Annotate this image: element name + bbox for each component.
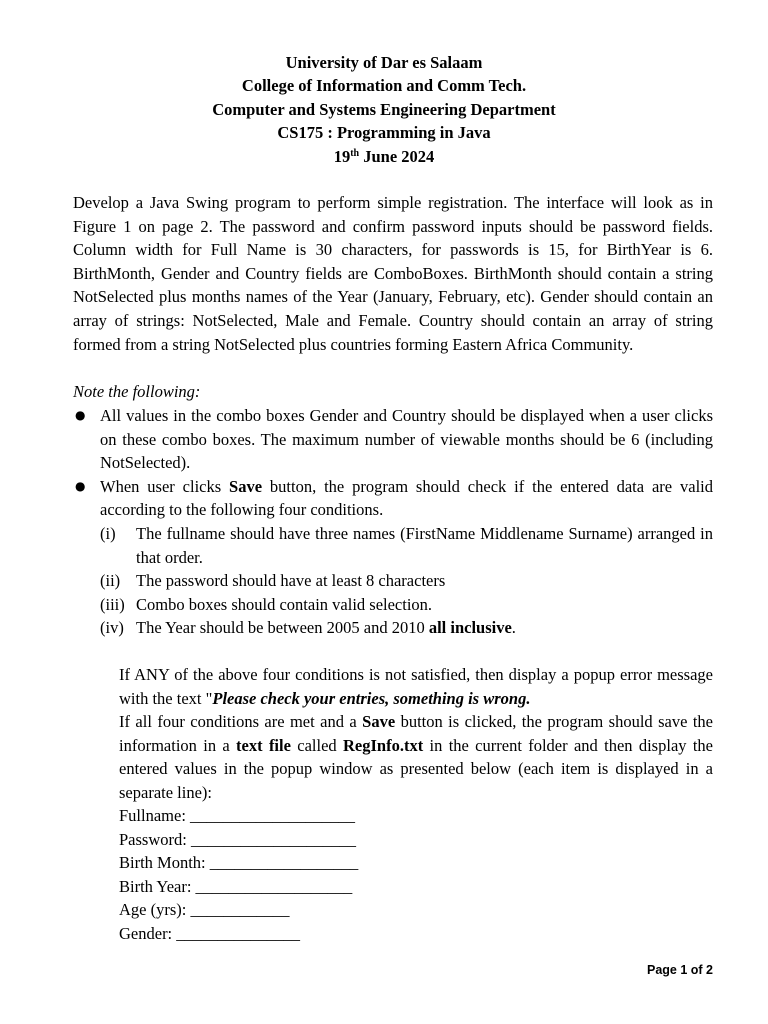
save-keyword: Save (229, 476, 263, 496)
error-message: Please check your entries, something is wrong. (212, 688, 531, 708)
university-name: University of Dar es Salaam (285, 53, 483, 72)
course-title: CS175 : Programming in Java (277, 123, 491, 143)
field-fullname: Fullname: ____________________ (119, 806, 356, 825)
date-rest: June 2024 (359, 146, 435, 166)
condition-text: The fullname should have three names (FirstName Middlename Surname) arranged in that order. (136, 523, 713, 567)
note-heading: Note the following: (73, 382, 201, 401)
conditions-list (100, 522, 713, 640)
condition-text: The password should have at least 8 characters (136, 571, 446, 591)
list-item (73, 404, 713, 475)
save-text-4: in the current folder and then display the entered values in the popup window as presented below (each item is displayed in a separate line): (119, 735, 713, 802)
condition-number: (iii) (100, 594, 125, 614)
output-fields (119, 804, 358, 946)
field-gender: Gender: _______________ (119, 923, 301, 943)
bullet-text: All values in the combo boxes Gender and Country should be displayed when a user clicks on these combo boxes. The maximum number of viewable months should be 6 (including NotSelected). (100, 406, 713, 473)
document-header (0, 51, 768, 168)
condition-item (100, 522, 713, 569)
error-paragraph (119, 663, 713, 710)
condition-text: The Year should be between 2005 and 2010 (136, 618, 429, 638)
save-text-3: called (290, 735, 343, 755)
department-name: Computer and Systems Engineering Department (212, 99, 556, 119)
list-item (73, 475, 713, 640)
page-number: Page 1 of 2 (647, 963, 713, 977)
condition-number: (ii) (100, 571, 121, 591)
field-password: Password: ____________________ (119, 829, 356, 849)
condition-item (100, 593, 713, 617)
bullet-text-start: When user clicks (100, 476, 230, 496)
date-suffix: th (350, 147, 360, 159)
bullet-icon: ● (75, 478, 86, 493)
condition-number: (iv) (100, 618, 124, 638)
condition-item (100, 569, 713, 593)
condition-text: Combo boxes should contain valid selection. (136, 594, 433, 614)
condition-number: (i) (100, 523, 116, 543)
requirements-list (73, 404, 713, 640)
field-birth-month: Birth Month: __________________ (119, 853, 359, 873)
date-day: 19 (333, 146, 351, 166)
condition-tail: . (511, 618, 516, 638)
text-file-keyword: text file (236, 735, 291, 755)
exam-date (0, 145, 768, 168)
save-text-2: button is clicked, the program should save the information in a (119, 712, 713, 755)
college-name: College of Information and Comm Tech. (241, 76, 527, 96)
intro-paragraph: Develop a Java Swing program to perform simple registration. The interface will look as in Figure 1 on page 2. The password and confirm password inputs should be password fields. Column width for Full Name is 30 characters, for passwords is 15, for BirthYear is 6. BirthMonth, Gender and Country fields are ComboBoxes. BirthMonth should contain a string NotSelected plus months names of the Year (January, February, etc). Gender should contain an array of strings: NotSelected, Male and Female. Country should contain an array of string formed from a string NotSelected plus countries forming Eastern Africa Community. (73, 193, 713, 354)
save-keyword: Save (362, 712, 396, 732)
bullet-icon: ● (75, 408, 86, 422)
save-text-1: If all four conditions are met and a (119, 712, 363, 732)
field-birth-year: Birth Year: ___________________ (119, 876, 353, 896)
field-age: Age (yrs): ____________ (119, 900, 290, 920)
filename-keyword: RegInfo.txt (343, 735, 424, 755)
instructions-block (119, 663, 713, 805)
error-text: If ANY of the above four conditions is not satisfied, then display a popup error message with the text " (119, 665, 713, 708)
condition-item (100, 616, 713, 640)
inclusive-emphasis: all inclusive (428, 618, 512, 638)
save-paragraph (119, 710, 713, 804)
bullet-text-end: button, the program should check if the entered data are valid according to the following four conditions. (100, 476, 713, 520)
